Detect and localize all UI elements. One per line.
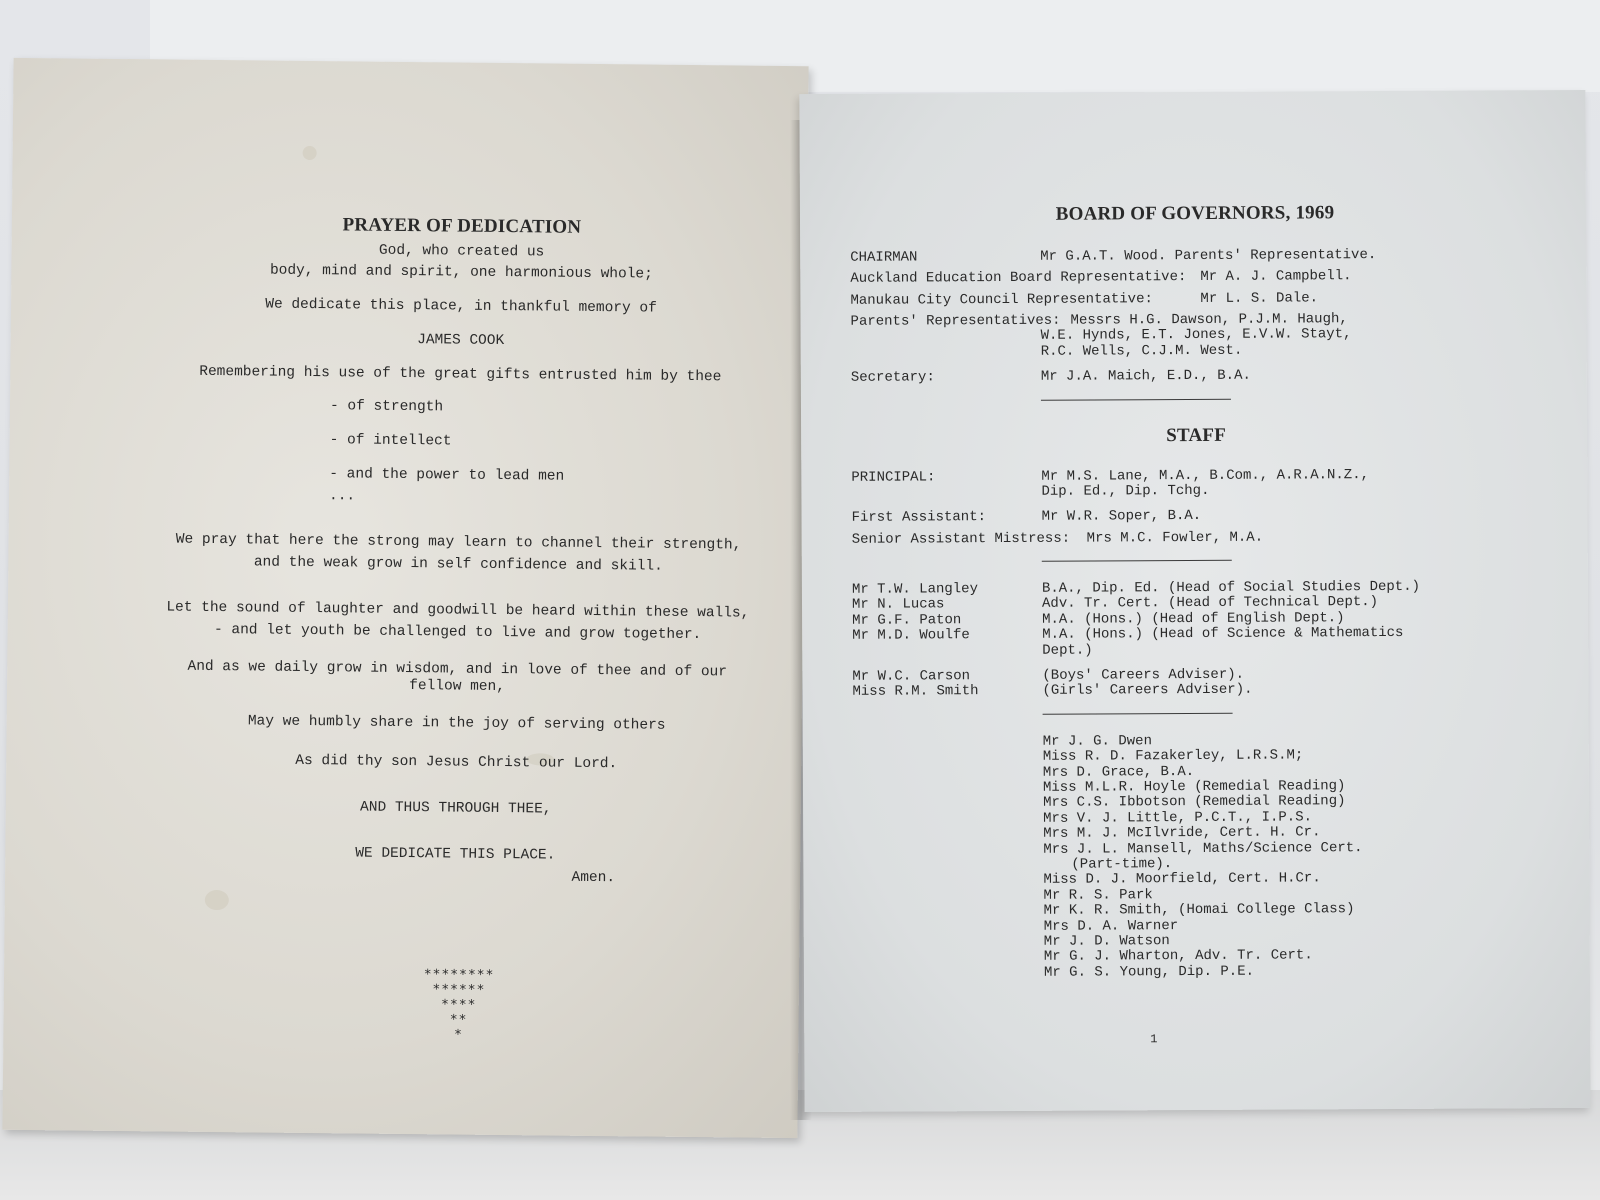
prayer-title: PRAYER OF DEDICATION [342, 214, 582, 238]
teacher-entry: Mrs V. J. Little, P.C.T., I.P.S. [1043, 809, 1313, 827]
star-row: ******** [423, 967, 495, 983]
governor-value: R.C. Wells, C.J.M. West. [1040, 342, 1243, 360]
head-name: Mr G.F. Paton [852, 612, 962, 629]
teachers-list [853, 732, 1544, 982]
staff-role: PRINCIPAL: [851, 468, 936, 486]
governor-role [851, 345, 1041, 361]
right-page [799, 90, 1590, 1112]
divider-line [1041, 398, 1231, 400]
staff-value: Mr W.R. Soper, B.A. [1041, 508, 1202, 526]
governor-role [851, 329, 1041, 345]
prayer-line: - of strength [329, 398, 444, 416]
governor-row [851, 342, 1541, 361]
staff-role: Senior Assistant Mistress: [851, 530, 1071, 548]
paper-stain [303, 146, 317, 160]
governor-role: Manukau City Council Representative: [850, 290, 1153, 309]
star-row: **** [441, 997, 477, 1013]
teacher-entry: Mrs M. J. McIlvride, Cert. H. Cr. [1043, 824, 1321, 842]
prayer-line: Remembering his use of the great gifts entrusted him by thee [199, 363, 722, 385]
page-number: 1 [1150, 1032, 1158, 1047]
teacher-entry: Mrs D. A. Warner [1043, 917, 1179, 935]
head-name [852, 643, 1042, 659]
star-row: * [453, 1027, 463, 1043]
star-row: ****** [432, 982, 486, 998]
teacher-entry: Mr K. R. Smith, (Homai College Class) [1043, 901, 1355, 919]
prayer-line: We pray that here the strong may learn to channel their strength, [175, 531, 742, 554]
prayer-line-name: JAMES COOK [417, 331, 505, 349]
head-name: Mr M.D. Woulfe [852, 627, 970, 645]
teacher-entry: Mr R. S. Park [1043, 886, 1153, 904]
head-name: Mr T.W. Langley [851, 581, 979, 598]
divider-line [1043, 713, 1233, 715]
governor-row [850, 247, 1540, 266]
divider-line [1042, 560, 1232, 562]
star-row: ** [449, 1012, 468, 1028]
star-ornament [408, 967, 509, 1043]
prayer-amen: Amen. [571, 869, 616, 886]
adviser-value: (Girls' Careers Adviser). [1042, 682, 1253, 700]
staff-row [852, 507, 1542, 526]
staff-row [851, 482, 1541, 501]
head-row [852, 641, 1542, 660]
prayer-line: May we humbly share in the joy of serving others [247, 712, 666, 734]
teacher-entry: Mr J. G. Dwen [1042, 733, 1152, 750]
prayer-line: We dedicate this place, in thankful memory of [265, 296, 657, 317]
teacher-entry: Miss D. J. Moorfield, Cert. H.Cr. [1043, 870, 1321, 889]
prayer-line: And as we daily grow in wisdom, and in love of thee and of our fellow men, [187, 658, 728, 695]
head-value: M.A. (Hons.) (Head of Science & Mathematics [1042, 625, 1404, 644]
governor-value: Mr J.A. Maich, E.D., B.A. [1040, 367, 1251, 386]
prayer-line: Let the sound of laughter and goodwill be heard within these walls, [166, 599, 750, 622]
adviser-name: Mr W.C. Carson [852, 668, 971, 685]
careers-advisers [852, 666, 1542, 700]
governor-row [850, 268, 1540, 287]
head-value: Dept.) [1042, 642, 1093, 659]
prayer-line: - and the power to lead men ... [328, 465, 565, 504]
head-value: M.A. (Hons.) (Head of English Dept.) [1042, 610, 1345, 628]
governor-role: Parents' Representatives: [850, 312, 1061, 330]
adviser-name: Miss R.M. Smith [852, 683, 979, 701]
governor-value: Mr G.A.T. Wood. Parents' Representative. [1040, 246, 1377, 265]
teacher-entry: Mr G. S. Young, Dip. P.E. [1043, 963, 1255, 981]
prayer-line: body, mind and spirit, one harmonious whole; [269, 262, 653, 283]
paper-stain [205, 890, 229, 910]
governor-value: Messrs H.G. Dawson, P.J.M. Haugh, [1070, 311, 1348, 329]
prayer-line: WE DEDICATE THIS PLACE. [355, 845, 556, 864]
staff-value: Dip. Ed., Dip. Tchg. [1041, 482, 1210, 500]
department-heads [852, 579, 1542, 660]
head-value: Adv. Tr. Cert. (Head of Technical Dept.) [1041, 594, 1379, 613]
adviser-row [852, 682, 1542, 701]
governors-staff-list [850, 202, 1544, 982]
governor-value: Mr A. J. Campbell. [1200, 268, 1352, 286]
staff-value: Mr M.S. Lane, M.A., B.Com., A.R.A.N.Z., [1041, 466, 1370, 485]
staff-role: First Assistant: [851, 509, 987, 527]
governor-value: Mr L. S. Dale. [1200, 290, 1319, 307]
teacher-entry: Mrs J. L. Mansell, Maths/Science Cert. [1043, 839, 1363, 858]
teacher-entry: Mr J. D. Watson [1043, 933, 1170, 950]
governor-role: Auckland Education Board Representative: [850, 269, 1187, 288]
staff-title: STAFF [1166, 424, 1227, 446]
governor-role: Secretary: [850, 369, 935, 387]
teacher-entry: Mrs D. Grace, B.A. [1042, 763, 1195, 781]
head-value: B.A., Dip. Ed. (Head of Social Studies Dept.) [1041, 578, 1421, 597]
staff-row [852, 529, 1542, 548]
teacher-entry: (Part-time). [1071, 856, 1173, 873]
prayer-line: AND THUS THROUGH THEE, [359, 799, 552, 818]
prayer-line: As did thy son Jesus Christ our Lord. [295, 753, 618, 773]
prayer-text [155, 209, 762, 891]
prayer-line: - and let youth be challenged to live and grow together. [213, 621, 702, 643]
governor-role: CHAIRMAN [850, 249, 918, 266]
prayer-line: and the weak grow in self confidence and skill. [253, 554, 663, 575]
adviser-value: (Boys' Careers Adviser). [1042, 666, 1245, 684]
teacher-entry: Mr G. J. Wharton, Adv. Tr. Cert. [1043, 947, 1313, 966]
staff-role [851, 485, 1041, 501]
governor-value: W.E. Hynds, E.T. Jones, E.V.W. Stayt, [1040, 326, 1352, 345]
governors-title: BOARD OF GOVERNORS, 1969 [1055, 202, 1335, 225]
head-name: Mr N. Lucas [851, 596, 945, 614]
teacher-entry: Mrs C.S. Ibbotson (Remedial Reading) [1043, 793, 1346, 812]
teacher-entry: Miss M.L.R. Hoyle (Remedial Reading) [1042, 778, 1346, 796]
staff-value: Mrs M.C. Fowler, M.A. [1086, 529, 1264, 547]
governor-row [850, 290, 1540, 309]
teacher-entry: Miss R. D. Fazakerley, L.R.S.M; [1042, 747, 1304, 766]
governor-row [851, 367, 1541, 386]
prayer-line: God, who created us [378, 242, 545, 260]
left-page [2, 58, 808, 1138]
prayer-line: - of intellect [329, 432, 452, 450]
